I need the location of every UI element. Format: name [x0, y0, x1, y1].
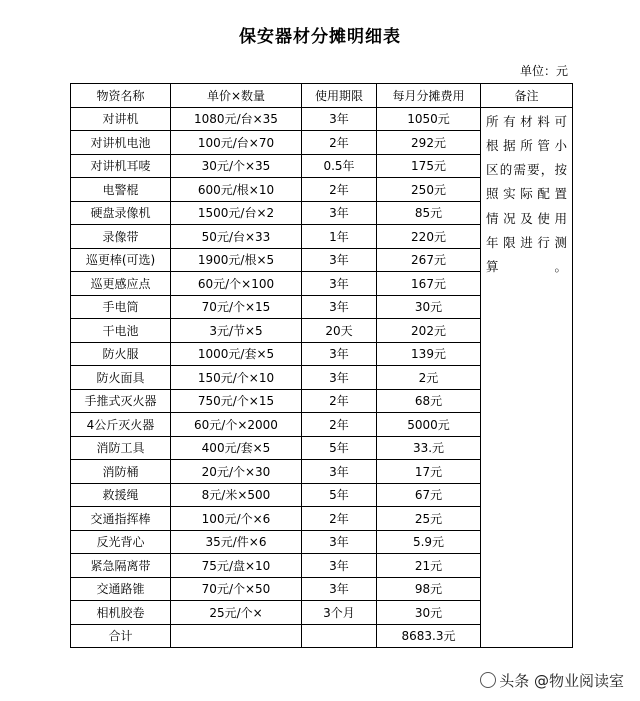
cell-price: 750元/个×15	[171, 389, 302, 413]
remarks-line: 情况及使用	[486, 210, 567, 226]
remarks-line: 算。	[486, 259, 567, 275]
cell-period: 5年	[302, 483, 377, 507]
cell-name: 对讲机耳唛	[71, 154, 171, 178]
cell-name: 巡更棒(可选)	[71, 248, 171, 272]
watermark	[480, 670, 624, 691]
cell-price: 70元/个×50	[171, 577, 302, 601]
cell-monthly: 139元	[377, 342, 481, 366]
cell-price: 8元/米×500	[171, 483, 302, 507]
cell-price: 70元/个×15	[171, 295, 302, 319]
cell-price: 30元/个×35	[171, 154, 302, 178]
header-cell: 每月分摊费用	[377, 84, 481, 108]
cell-monthly: 267元	[377, 248, 481, 272]
cell-price: 3元/节×5	[171, 319, 302, 343]
cell-period: 20天	[302, 319, 377, 343]
header-row	[71, 84, 573, 108]
cell-price: 35元/件×6	[171, 530, 302, 554]
cell-period: 3年	[302, 107, 377, 131]
cell-period: 3年	[302, 460, 377, 484]
cell-monthly: 30元	[377, 295, 481, 319]
cell-price: 60元/个×100	[171, 272, 302, 296]
cell-name: 对讲机电池	[71, 131, 171, 155]
total-period	[302, 624, 377, 648]
cell-period: 2年	[302, 131, 377, 155]
cell-name: 录像带	[71, 225, 171, 249]
cell-period: 3年	[302, 272, 377, 296]
cell-monthly: 292元	[377, 131, 481, 155]
cell-period: 2年	[302, 507, 377, 531]
cell-monthly: 68元	[377, 389, 481, 413]
cell-name: 相机胶卷	[71, 601, 171, 625]
cell-monthly: 5000元	[377, 413, 481, 437]
cell-name: 防火面具	[71, 366, 171, 390]
cell-period: 2年	[302, 413, 377, 437]
cell-name: 干电池	[71, 319, 171, 343]
cell-price: 1000元/套×5	[171, 342, 302, 366]
table-row	[71, 107, 573, 131]
cell-name: 手推式灭火器	[71, 389, 171, 413]
cell-name: 交通指挥棒	[71, 507, 171, 531]
cell-period: 2年	[302, 178, 377, 202]
cell-period: 3年	[302, 342, 377, 366]
cell-monthly: 175元	[377, 154, 481, 178]
remarks-line: 区的需要，按	[486, 162, 567, 178]
watermark-text: 头条 @物业阅读室	[499, 672, 624, 690]
cell-name: 反光背心	[71, 530, 171, 554]
cell-price: 400元/套×5	[171, 436, 302, 460]
cell-name: 紧急隔离带	[71, 554, 171, 578]
cell-monthly: 67元	[377, 483, 481, 507]
cell-price: 50元/台×33	[171, 225, 302, 249]
cell-period: 3年	[302, 295, 377, 319]
cell-name: 电警棍	[71, 178, 171, 202]
cell-price: 20元/个×30	[171, 460, 302, 484]
cell-period: 0.5年	[302, 154, 377, 178]
cell-name: 对讲机	[71, 107, 171, 131]
cell-monthly: 1050元	[377, 107, 481, 131]
cell-name: 交通路锥	[71, 577, 171, 601]
remarks-line: 根据所管小	[486, 137, 567, 153]
total-monthly: 8683.3元	[377, 624, 481, 648]
cell-price: 100元/台×70	[171, 131, 302, 155]
cell-monthly: 167元	[377, 272, 481, 296]
cell-monthly: 220元	[377, 225, 481, 249]
cell-monthly: 5.9元	[377, 530, 481, 554]
cell-monthly: 33.元	[377, 436, 481, 460]
allocation-table	[70, 83, 573, 648]
cell-price: 25元/个×	[171, 601, 302, 625]
cell-price: 600元/根×10	[171, 178, 302, 202]
cell-period: 3年	[302, 577, 377, 601]
cell-monthly: 25元	[377, 507, 481, 531]
cell-price: 150元/个×10	[171, 366, 302, 390]
cell-name: 救援绳	[71, 483, 171, 507]
cell-price: 1500元/台×2	[171, 201, 302, 225]
cell-price: 1080元/台×35	[171, 107, 302, 131]
remarks-line: 年限进行测	[486, 234, 567, 250]
watermark-logo-icon	[480, 672, 496, 688]
cell-monthly: 98元	[377, 577, 481, 601]
cell-monthly: 21元	[377, 554, 481, 578]
cell-monthly: 202元	[377, 319, 481, 343]
cell-monthly: 85元	[377, 201, 481, 225]
header-cell: 单价×数量	[171, 84, 302, 108]
cell-period: 5年	[302, 436, 377, 460]
cell-monthly: 17元	[377, 460, 481, 484]
total-label: 合计	[71, 624, 171, 648]
cell-name: 4公斤灭火器	[71, 413, 171, 437]
cell-period: 2年	[302, 389, 377, 413]
cell-price: 60元/个×2000	[171, 413, 302, 437]
cell-period: 3个月	[302, 601, 377, 625]
cell-price: 75元/盘×10	[171, 554, 302, 578]
header-cell: 物资名称	[71, 84, 171, 108]
unit-label: 单位：元	[519, 64, 568, 78]
cell-name: 消防桶	[71, 460, 171, 484]
cell-name: 硬盘录像机	[71, 201, 171, 225]
remarks-line: 所有材料可	[486, 113, 567, 129]
cell-period: 3年	[302, 530, 377, 554]
cell-name: 手电筒	[71, 295, 171, 319]
cell-period: 3年	[302, 366, 377, 390]
cell-period: 3年	[302, 248, 377, 272]
cell-price: 100元/个×6	[171, 507, 302, 531]
cell-monthly: 250元	[377, 178, 481, 202]
cell-period: 1年	[302, 225, 377, 249]
cell-name: 消防工具	[71, 436, 171, 460]
total-price	[171, 624, 302, 648]
cell-period: 3年	[302, 554, 377, 578]
remarks-line: 照实际配置	[486, 186, 567, 202]
page-title: 保安器材分摊明细表	[239, 27, 401, 47]
remarks-cell	[481, 107, 573, 648]
cell-monthly: 30元	[377, 601, 481, 625]
cell-name: 防火服	[71, 342, 171, 366]
cell-name: 巡更感应点	[71, 272, 171, 296]
cell-period: 3年	[302, 201, 377, 225]
header-cell: 备注	[481, 84, 573, 108]
cell-price: 1900元/根×5	[171, 248, 302, 272]
cell-monthly: 2元	[377, 366, 481, 390]
header-cell: 使用期限	[302, 84, 377, 108]
